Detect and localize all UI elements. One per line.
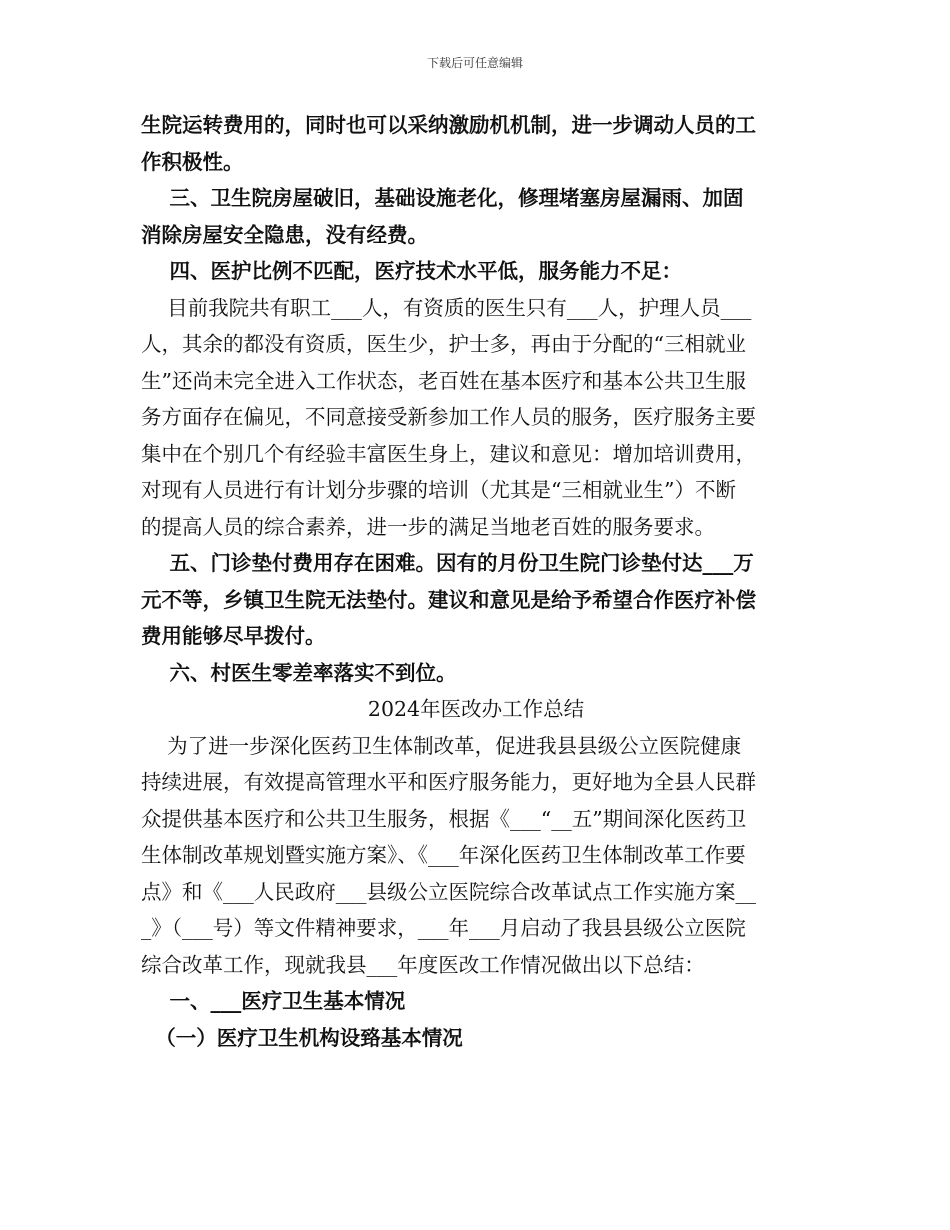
text-line: 六、村医生零差率落实不到位。 [141,660,457,685]
text-line: 综合改革工作，现就我县___年度医改工作情况做出以下总结： [141,952,705,977]
text-line: 目前我院共有职工___人，有资质的医生只有___人，护理人员___ [141,295,752,320]
text-line: 为了进一步深化医药卫生体制改革，促进我县县级公立医院健康 [141,733,742,758]
text-line: 务方面存在偏见，不同意接受新参加工作人员的服务，医疗服务主要 [141,405,756,429]
text-line: 四、医护比例不匹配，医疗技术水平低，服务能力不足： [141,259,683,283]
text-line: 持续进展，有效提高管理水平和医疗服务能力，更好地为全县人民群 [141,770,756,794]
document-body [141,107,811,1056]
text-line: 生体制改革规划暨实施方案》、《___年深化医药卫生体制改革工作要 [141,843,746,867]
text-line: 作积极性。 [141,149,244,174]
text-line: 五、门诊垫付费用存在困难。因有的月份卫生院门诊垫付达___万 [141,551,754,575]
text-line: 三、卫生院房屋破旧，基础设施老化，修理堵塞房屋漏雨、加固 [141,186,744,210]
text-line: 点》和《___人民政府___县级公立医院综合改革试点工作实施方案__ [141,879,756,904]
text-line: 消除房屋安全隐患，没有经费。 [141,222,428,247]
text-line: 一、___医疗卫生基本情况 [141,989,406,1013]
page-header: 下载后可任意编辑 [426,56,523,70]
text-line: 元不等，乡镇卫生院无法垫付。建议和意见是给予希望合作医疗补偿 [141,587,756,612]
section-title: 2024年医改办工作总结 [367,697,585,721]
text-line: 对现有人员进行有计划分步骤的培训（尤其是“三相就业生”）不断 [141,478,736,502]
text-line: 的提高人员的综合素养，进一步的满足当地老百姓的服务要求。 [141,514,715,539]
text-line: 集中在个别几个有经验丰富医生身上，建议和意见：增加培训费用， [141,441,756,466]
text-line: 人，其余的都没有资质，医生少，护士多，再由于分配的“三相就业 [141,332,746,356]
text-line: 费用能够尽早拨付。 [141,624,326,648]
text-line: 生院运转费用的，同时也可以采纳激励机机制，进一步调动人员的工 [141,113,756,137]
text-line: 生”还尚未完全进入工作状态，老百姓在基本医疗和基本公共卫生服 [141,368,746,393]
text-line: _》（___号）等文件精神要求，___年___月启动了我县县级公立医院 [141,916,746,940]
text-line: 众提供基本医疗和公共卫生服务，根据《___“__五”期间深化医药卫 [141,806,747,831]
text-line: （一）医疗卫生机构设臵基本情况 [141,1025,463,1050]
